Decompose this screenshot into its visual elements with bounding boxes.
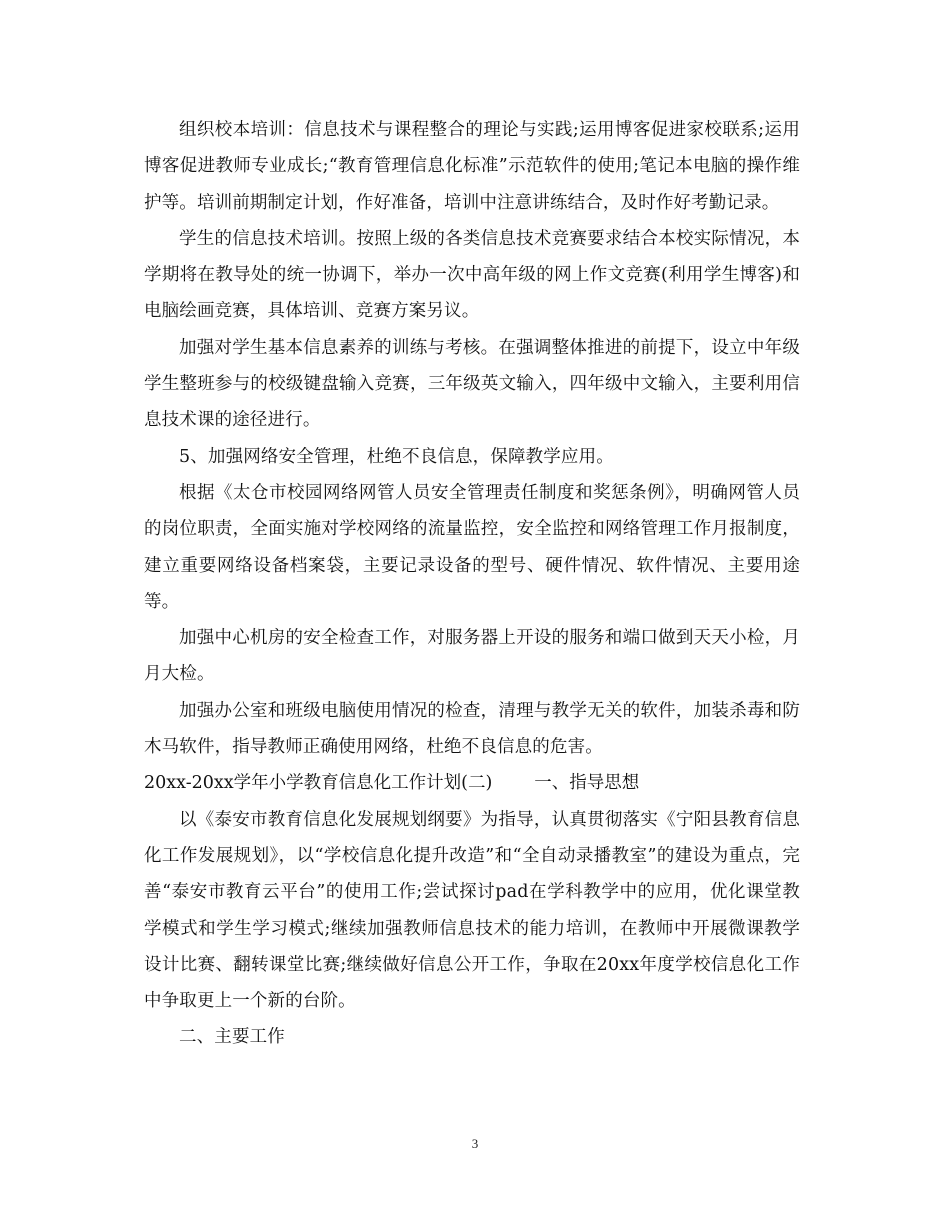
paragraph-guiding-ideology: 以《泰安市教育信息化发展规划纲要》为指导，认真贯彻落实《宁阳县教育信息化工作发展规划》，以“学校信息化提升改造”和“全自动录播教室”的建设为重点，完善“泰安市教育云平台”的使用工作;尝试探讨pad在学科教学中的应用，优化课堂教学模式和学生学习模式;继续加强教师信息技术的能力培训，在教师中开展微课教学设计比赛、翻转课堂比赛;继续做好信息公开工作，争取在20xx年度学校信息化工作中争取更上一个新的台阶。 <box>144 809 800 1012</box>
paragraph-network-regulations: 根据《太仓市校园网络网管人员安全管理责任制度和奖惩条例》，明确网管人员的岗位职责，全面实施对学校网络的流量监控，安全监控和网络管理工作月报制度，建立重要网络设备档案袋，主要记录设备的型号、硬件情况、软件情况、主要用途等。 <box>144 482 800 612</box>
paragraph-school-training: 组织校本培训：信息技术与课程整合的理论与实践;运用博客促进家校联系;运用博客促进教师专业成长;“教育管理信息化标准”示范软件的使用;笔记本电脑的操作维护等。培训前期制定计划，作好准备，培训中注意讲练结合，及时作好考勤记录。 <box>144 120 800 213</box>
paragraph-server-room-checks: 加强中心机房的安全检查工作，对服务器上开设的服务和端口做到天天小检，月月大检。 <box>144 628 800 685</box>
paragraph-literacy-assessment: 加强对学生基本信息素养的训练与考核。在强调整体推进的前提下，设立中年级学生整班参与的校级键盘输入竞赛，三年级英文输入，四年级中文输入，主要利用信息技术课的途径进行。 <box>144 337 800 431</box>
paragraph-office-computer-checks: 加强办公室和班级电脑使用情况的检查，清理与教学无关的软件，加装杀毒和防木马软件，指导教师正确使用网络，杜绝不良信息的危害。 <box>144 700 800 758</box>
section-title: 20xx-20xx学年小学教育信息化工作计划(二) <box>144 773 493 794</box>
paragraph-student-training: 学生的信息技术培训。按照上级的各类信息技术竞赛要求结合本校实际情况，本学期将在教导处的统一协调下，举办一次中高年级的网上作文竞赛(利用学生博客)和电脑绘画竞赛，具体培训、竞赛方案另议。 <box>144 228 800 322</box>
section-subtitle: 一、指导思想 <box>534 773 640 794</box>
main-work-heading: 二、主要工作 <box>179 1027 285 1048</box>
page-number: 3 <box>471 1136 479 1151</box>
section-title-line <box>144 765 800 801</box>
page-body <box>144 112 800 1056</box>
paragraph-network-security-heading: 5、加强网络安全管理，杜绝不良信息，保障教学应用。 <box>179 446 614 467</box>
